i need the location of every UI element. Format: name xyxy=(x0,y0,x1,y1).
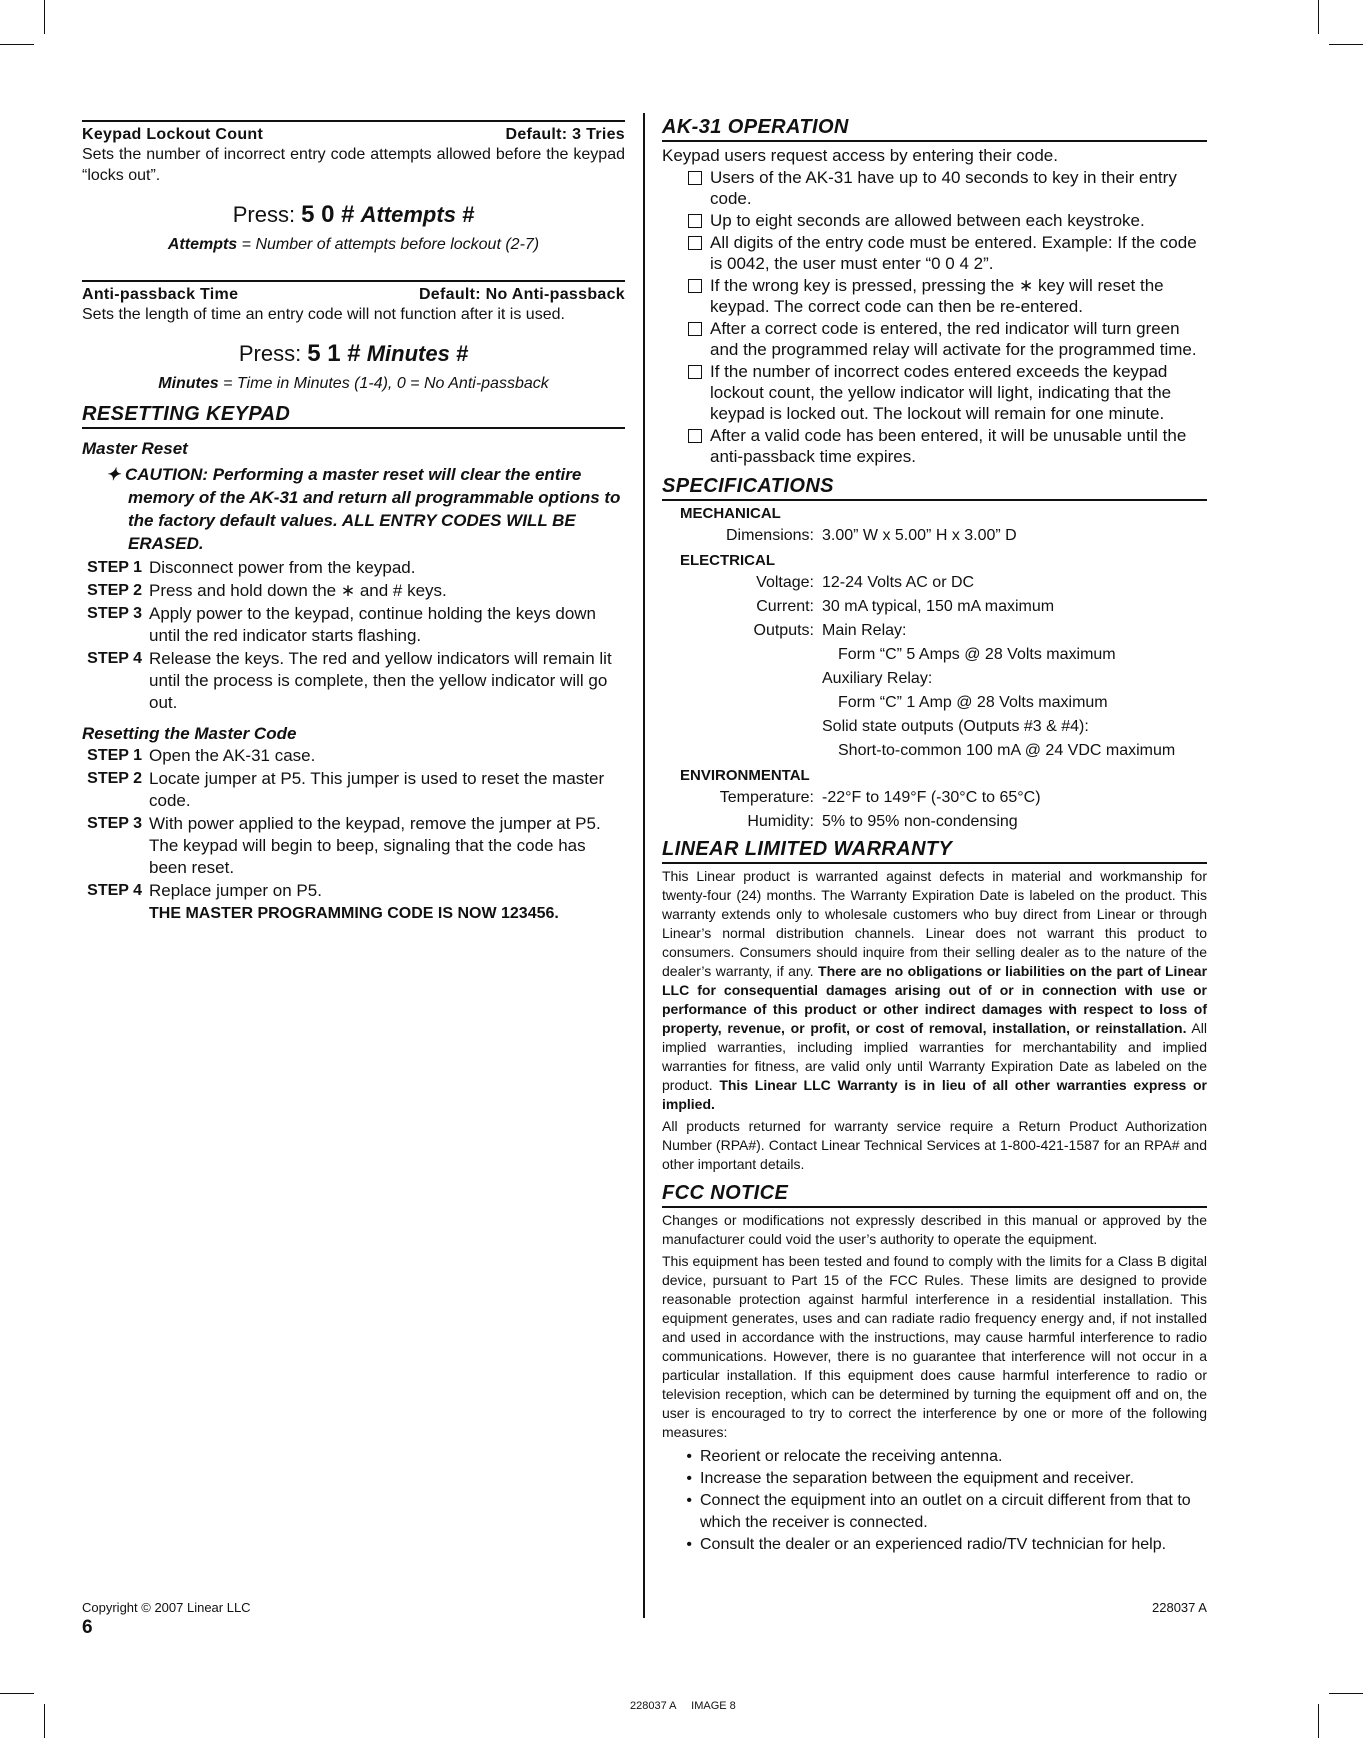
final-line xyxy=(82,903,625,925)
antipassback-press xyxy=(82,339,625,369)
doc-number: 228037 A xyxy=(1152,1600,1207,1615)
lockout-note xyxy=(82,236,625,254)
step-row xyxy=(82,745,625,767)
lockout-title: Keypad Lockout Count xyxy=(82,126,264,143)
operation-item xyxy=(662,232,1207,274)
spec-electrical: ELECTRICAL xyxy=(680,552,775,569)
step-text: Locate jumper at P5. This jumper is used to reset the master code. xyxy=(149,769,605,810)
step-row xyxy=(82,768,625,812)
lockout-default: Default: 3 Tries xyxy=(505,126,625,143)
crop-mark xyxy=(0,1693,34,1694)
master-code-subheading: Resetting the Master Code xyxy=(82,724,297,743)
antipassback-desc: Sets the length of time an entry code will not function after it is used. xyxy=(82,306,565,323)
fcc-bullet xyxy=(662,1468,1207,1490)
step-label: STEP 4 xyxy=(87,882,142,899)
spec-value: 3.00” W x 5.00” H x 3.00” D xyxy=(822,527,1017,544)
warranty-bold: There are no obligations or liabilities on the part of Linear LLC for consequential damages arising out of or in connection with use or performance of this product or other indirect damages with respect to loss of property, revenue, or profit, or cost of removal, installation, or reinstallation. xyxy=(662,963,1208,1036)
antipassback-note-var: Minutes xyxy=(158,375,219,392)
lockout-press xyxy=(82,200,625,230)
antipassback-note-text: = Time in Minutes (1-4), 0 = No Anti-passback xyxy=(218,375,549,392)
antipassback-default: Default: No Anti-passback xyxy=(418,286,625,303)
step-row xyxy=(82,648,625,714)
spec-value: -22°F to 149°F (-30°C to 65°C) xyxy=(822,789,1041,806)
fcc-bullet-text: Consult the dealer or an experienced radio/TV technician for help. xyxy=(700,1536,1167,1553)
spec-label: Current: xyxy=(756,598,814,615)
crop-mark xyxy=(1329,1693,1363,1694)
operation-item-text: Up to eight seconds are allowed between each keystroke. xyxy=(710,211,1145,230)
press-label: Press: xyxy=(238,341,302,366)
antipassback-var: Minutes # xyxy=(366,341,469,366)
warranty-rpa: All products returned for warranty service require a Return Product Authorization Number (RPA#). Contact Linear Technical Services at 1-800-421-1587 for an RPA# and other important details. xyxy=(662,1118,1207,1172)
step-text: Press and hold down the ∗ and # keys. xyxy=(149,581,447,600)
warranty-bold: This Linear LLC Warranty is in lieu of all other warranties express or implied. xyxy=(662,1077,1208,1112)
antipassback-note xyxy=(82,375,625,393)
step-row xyxy=(82,557,625,579)
crop-mark xyxy=(1329,44,1363,45)
spec-label: Outputs: xyxy=(753,622,814,639)
operation-list xyxy=(662,167,1207,467)
master-reset-subheading: Master Reset xyxy=(82,439,188,458)
operation-item-text: After a correct code is entered, the red indicator will turn green and the programmed relay will activate for the programmed time. xyxy=(710,319,1197,359)
spec-row xyxy=(662,691,1207,715)
warranty-heading: LINEAR LIMITED WARRANTY xyxy=(662,838,1207,864)
step-label: STEP 3 xyxy=(87,605,142,622)
operation-item xyxy=(662,425,1207,467)
operation-intro: Keypad users request access by entering their code. xyxy=(662,146,1058,165)
operation-item-text: After a valid code has been entered, it will be unusable until the anti-passback time expires. xyxy=(710,426,1187,466)
lockout-var: Attempts # xyxy=(360,202,475,227)
spec-label: Voltage: xyxy=(756,574,814,591)
spec-value: 5% to 95% non-condensing xyxy=(822,813,1018,830)
spec-row xyxy=(662,715,1207,739)
checkbox-bullet-icon xyxy=(688,236,702,250)
spec-row xyxy=(662,524,1207,548)
lockout-desc: Sets the number of incorrect entry code attempts allowed before the keypad “locks out”. xyxy=(82,146,625,184)
fcc-bullet-text: Connect the equipment into an outlet on a circuit different from that to which the receiver is connected. xyxy=(700,1492,1191,1531)
spec-row xyxy=(662,739,1207,763)
bullet-icon: • xyxy=(686,1470,692,1487)
checkbox-bullet-icon xyxy=(688,322,702,336)
bullet-icon: • xyxy=(686,1448,692,1465)
operation-heading: AK-31 OPERATION xyxy=(662,116,1207,142)
warranty-text: This Linear product is warranted against defects in material and workmanship for twenty-four (24) months. The Warranty Expiration Date is labeled on the product. This warranty extends only to wholesale customers who buy direct from Linear or through Linear’s normal distribution channels. Linear does not warrant this product to consumers. Consumers should inquire from their selling dealer as to the nature of the dealer’s warranty, if any. xyxy=(662,868,1207,979)
press-label: Press: xyxy=(232,202,296,227)
step-label: STEP 2 xyxy=(87,582,142,599)
spec-row xyxy=(662,571,1207,595)
fcc-paragraph: Changes or modifications not expressly described in this manual or approved by the manufacturer could void the user’s authority to operate the equipment. xyxy=(662,1212,1207,1247)
fcc-heading: FCC NOTICE xyxy=(662,1182,1207,1208)
left-column xyxy=(82,120,625,925)
spec-value: Short-to-common 100 mA @ 24 VDC maximum xyxy=(838,742,1176,759)
spec-value: 30 mA typical, 150 mA maximum xyxy=(822,598,1055,615)
warranty-paragraph xyxy=(662,867,1207,1114)
master-reset-steps xyxy=(82,557,625,714)
operation-item-text: If the wrong key is pressed, pressing the ∗ key will reset the keypad. The correct code can then be re-entered. xyxy=(710,276,1164,316)
step-text: Open the AK-31 case. xyxy=(149,746,316,765)
step-label: STEP 1 xyxy=(87,559,142,576)
fcc-measures xyxy=(662,1446,1207,1556)
step-label: STEP 1 xyxy=(87,747,142,764)
warranty-text: All implied warranties, including implied warranties for merchantability and implied warranties for fitness, are valid only until Warranty Expiration Date as labeled on the product. xyxy=(662,1020,1207,1093)
antipassback-header xyxy=(82,280,625,304)
copyright: Copyright © 2007 Linear LLC xyxy=(82,1600,251,1615)
operation-item-text: Users of the AK-31 have up to 40 seconds to key in their entry code. xyxy=(710,168,1177,208)
step-text: With power applied to the keypad, remove the jumper at P5. The keypad will begin to beep, signaling that the code has been reset. xyxy=(149,814,601,877)
checkbox-bullet-icon xyxy=(688,214,702,228)
spec-mechanical: MECHANICAL xyxy=(680,505,781,522)
spec-value: 12-24 Volts AC or DC xyxy=(822,574,975,591)
crop-mark xyxy=(0,44,34,45)
spec-value: Auxiliary Relay: xyxy=(822,670,933,687)
step-text: Disconnect power from the keypad. xyxy=(149,558,416,577)
spec-value: Form “C” 1 Amp @ 28 Volts maximum xyxy=(838,694,1108,711)
antipassback-keys: 5 1 # xyxy=(307,340,361,367)
spec-label: Humidity: xyxy=(747,813,814,830)
fcc-bullet xyxy=(662,1446,1207,1468)
fcc-bullet xyxy=(662,1534,1207,1556)
page-number: 6 xyxy=(82,1617,93,1638)
lockout-header xyxy=(82,120,625,144)
checkbox-bullet-icon xyxy=(688,429,702,443)
fcc-bullet-text: Increase the separation between the equipment and receiver. xyxy=(700,1470,1135,1487)
spec-environmental: ENVIRONMENTAL xyxy=(680,767,810,784)
master-code-steps xyxy=(82,745,625,902)
spec-value: Form “C” 5 Amps @ 28 Volts maximum xyxy=(838,646,1116,663)
operation-item xyxy=(662,318,1207,360)
fcc-bullet xyxy=(662,1490,1207,1534)
operation-item xyxy=(662,167,1207,209)
step-text: Release the keys. The red and yellow indicators will remain lit until the process is complete, then the yellow indicator will go out. xyxy=(149,649,612,712)
bullet-icon: • xyxy=(686,1492,692,1509)
lockout-note-text: = Number of attempts before lockout (2-7) xyxy=(237,236,540,253)
fcc-bullet-text: Reorient or relocate the receiving antenna. xyxy=(700,1448,1003,1465)
spec-row xyxy=(662,786,1207,810)
operation-item xyxy=(662,361,1207,424)
crop-mark xyxy=(44,1704,45,1738)
spec-row xyxy=(662,810,1207,834)
step-text: Replace jumper on P5. xyxy=(149,881,322,900)
step-row xyxy=(82,813,625,879)
step-label: STEP 4 xyxy=(87,650,142,667)
column-divider xyxy=(643,113,645,1618)
checkbox-bullet-icon xyxy=(688,279,702,293)
image-label: 228037 A IMAGE 8 xyxy=(630,1700,736,1712)
crop-mark xyxy=(1318,1704,1319,1738)
crop-mark xyxy=(1318,0,1319,34)
resetting-heading: RESETTING KEYPAD xyxy=(82,403,625,429)
checkbox-bullet-icon xyxy=(688,365,702,379)
final-text: THE MASTER PROGRAMMING CODE IS NOW 123456. xyxy=(149,905,559,922)
spec-value: Solid state outputs (Outputs #3 & #4): xyxy=(822,718,1089,735)
spec-row xyxy=(662,667,1207,691)
right-column xyxy=(662,116,1207,1556)
checkbox-bullet-icon xyxy=(688,171,702,185)
fcc-paragraph: This equipment has been tested and found to comply with the limits for a Class B digital device, pursuant to Part 15 of the FCC Rules. These limits are designed to provide reasonable protection against harmful interference in a residential installation. This equipment generates, uses and can radiate radio frequency energy and, if not installed and used in accordance with the instructions, may cause harmful interference to radio communications. However, there is no guarantee that interference will not occur in a particular installation. If this equipment does cause harmful interference to radio or television reception, which can be determined by turning the equipment off and on, the user is encouraged to try to correct the interference by one or more of the following measures: xyxy=(662,1253,1207,1440)
caution-text: ✦ CAUTION: Performing a master reset will clear the entire memory of the AK-31 and return all programmable options to the factory default values. ALL ENTRY CODES WILL BE ERASED. xyxy=(106,465,621,553)
antipassback-title: Anti-passback Time xyxy=(82,286,239,303)
lockout-note-var: Attempts xyxy=(167,236,238,253)
operation-item xyxy=(662,275,1207,317)
spec-label: Temperature: xyxy=(719,789,814,806)
step-row xyxy=(82,880,625,902)
spec-row xyxy=(662,619,1207,643)
spec-value: Main Relay: xyxy=(822,622,907,639)
spec-row xyxy=(662,595,1207,619)
operation-item xyxy=(662,210,1207,231)
bullet-icon: • xyxy=(686,1536,692,1553)
lockout-keys: 5 0 # xyxy=(301,201,355,228)
operation-item-text: All digits of the entry code must be entered. Example: If the code is 0042, the user must enter “0 0 4 2”. xyxy=(710,233,1197,273)
step-label: STEP 3 xyxy=(87,815,142,832)
specs-heading: SPECIFICATIONS xyxy=(662,475,1207,501)
step-text: Apply power to the keypad, continue holding the keys down until the red indicator starts flashing. xyxy=(149,604,597,645)
operation-item-text: If the number of incorrect codes entered exceeds the keypad lockout count, the yellow indicator will light, indicating that the keypad is locked out. The lockout will remain for one minute. xyxy=(710,362,1172,423)
step-row xyxy=(82,603,625,647)
crop-mark xyxy=(44,0,45,34)
spec-row xyxy=(662,643,1207,667)
step-row xyxy=(82,580,625,602)
step-label: STEP 2 xyxy=(87,770,142,787)
spec-label: Dimensions: xyxy=(725,527,814,544)
